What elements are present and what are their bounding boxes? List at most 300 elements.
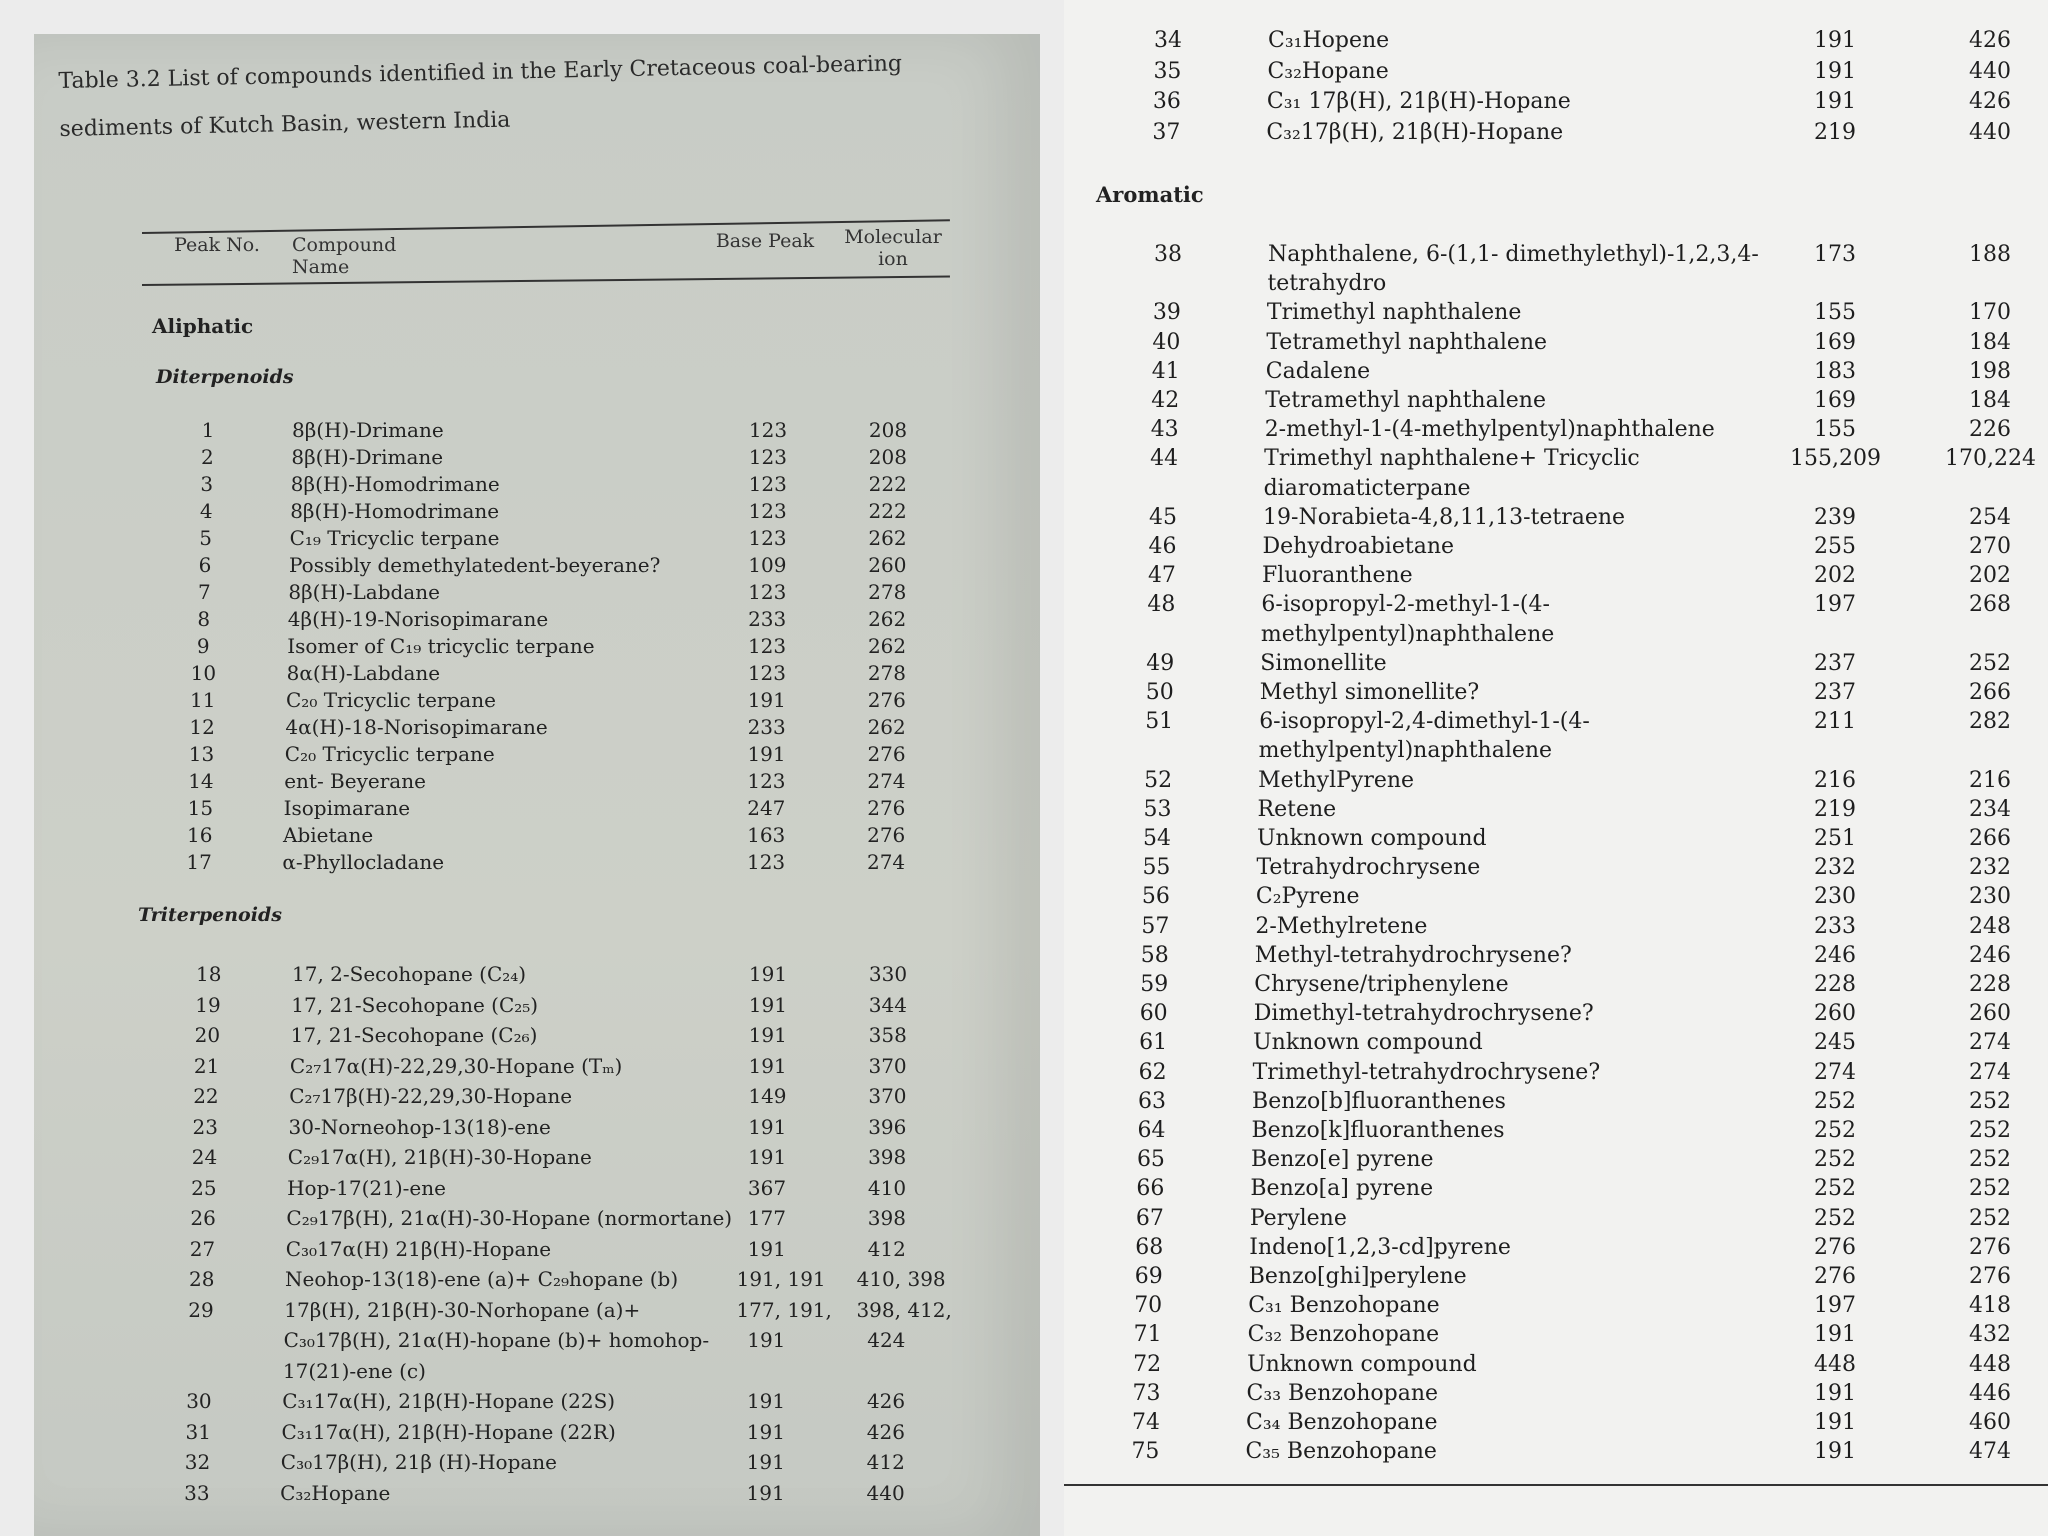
table-row — [0, 472, 1040, 499]
compound-name-cell: 8β(H)-Homodrimane — [290, 499, 500, 523]
right-page — [1064, 0, 2048, 1536]
compound-name-cell: Tetramethyl naphthalene — [1265, 388, 1546, 413]
peak-no-cell: 68 — [1135, 1234, 1164, 1260]
molecular-ion-cell: 252 — [1969, 1205, 2011, 1231]
compound-name-cell: Neohop-13(18)-ene (a)+ C₂₉hopane (b) — [285, 1267, 679, 1291]
molecular-ion-cell: 278 — [868, 580, 907, 604]
molecular-ion-cell: 474 — [1969, 1439, 2011, 1465]
compound-name-cell: Benzo[e] pyrene — [1250, 1147, 1434, 1173]
molecular-ion-cell: 252 — [1969, 1088, 2011, 1114]
table-row — [0, 445, 1040, 472]
base-peak-cell: 169 — [1814, 388, 1856, 413]
molecular-ion-cell: 252 — [1969, 650, 2011, 676]
base-peak-cell: 191 — [747, 742, 786, 766]
molecular-ion-cell: 198 — [1969, 358, 2011, 384]
table-row — [0, 1328, 1040, 1355]
molecular-ion-cell: 410, 398 — [856, 1267, 946, 1291]
molecular-ion-cell: 222 — [868, 499, 907, 523]
peak-no-cell: 12 — [189, 715, 215, 739]
molecular-ion-cell: 234 — [1969, 796, 2011, 822]
compound-name-cell: diaromaticterpane — [1263, 475, 1471, 501]
molecular-ion-cell: 276 — [1969, 1264, 2011, 1289]
section-triterpenoids: Triterpenoids — [138, 904, 282, 926]
molecular-ion-cell: 188 — [1969, 242, 2011, 267]
base-peak-cell: 276 — [1814, 1234, 1856, 1260]
peak-no-cell: 8 — [197, 607, 211, 631]
base-peak-cell: 191 — [748, 1114, 787, 1139]
base-peak-cell: 191 — [746, 1389, 786, 1413]
molecular-ion-cell: 202 — [1969, 563, 2011, 589]
table-caption: Table 3.2 List of compounds identified in the Early Cretaceous coal-bearing sediments of Kutch Basin, western India — [58, 51, 903, 142]
col-base-peak: Base Peak — [715, 230, 815, 252]
molecular-ion-cell: 274 — [867, 769, 906, 793]
peak-no-cell: 75 — [1131, 1439, 1160, 1465]
peak-no-cell: 52 — [1144, 767, 1173, 793]
compound-name-cell: Fluoranthene — [1261, 563, 1413, 589]
compound-name-cell: 6-isopropyl-2,4-dimethyl-1-(4- — [1259, 709, 1590, 735]
base-peak-cell: 230 — [1814, 884, 1856, 910]
table-row — [0, 580, 1040, 607]
base-peak-cell: 191 — [746, 1480, 785, 1505]
peak-no-cell: 61 — [1139, 1030, 1168, 1056]
molecular-ion-cell: 440 — [1969, 58, 2011, 84]
peak-no-cell: 24 — [191, 1145, 218, 1169]
molecular-ion-cell: 274 — [1969, 1059, 2011, 1085]
base-peak-cell: 191 — [1814, 1410, 1856, 1435]
compound-name-cell: 17, 2-Secohopane (C₂₄) — [292, 962, 527, 986]
peak-no-cell: 44 — [1150, 446, 1179, 472]
peak-no-cell: 45 — [1149, 504, 1178, 530]
compound-name-cell: methylpentyl)naphthalene — [1260, 621, 1555, 647]
peak-no-cell: 50 — [1145, 680, 1174, 705]
molecular-ion-cell: 270 — [1969, 534, 2011, 559]
compound-name-cell: Benzo[k]fluoranthenes — [1251, 1118, 1505, 1143]
compound-name-cell: 8β(H)-Labdane — [288, 580, 440, 604]
base-peak-cell: 247 — [747, 796, 786, 820]
table-row — [0, 1267, 1040, 1294]
peak-no-cell: 47 — [1147, 563, 1176, 589]
compound-name-cell: Methyl-tetrahydrochrysene? — [1254, 942, 1572, 968]
table-row — [0, 1054, 1040, 1081]
peak-no-cell: 36 — [1152, 89, 1181, 114]
compound-name-cell: C₃₂17β(H), 21β(H)-Hopane — [1266, 119, 1564, 145]
peak-no-cell: 55 — [1142, 855, 1171, 881]
compound-name-cell: C₃₃ Benzohopane — [1246, 1380, 1439, 1406]
molecular-ion-cell: 266 — [1969, 680, 2011, 705]
compound-name-cell: Tetramethyl naphthalene — [1266, 329, 1548, 355]
compound-name-cell: C₃₀17β(H), 21α(H)-hopane (b)+ homohop- — [283, 1328, 710, 1352]
base-peak-cell: 237 — [1814, 680, 1856, 705]
table-bottom-rule — [1064, 1484, 2048, 1486]
molecular-ion-cell: 226 — [1969, 417, 2011, 443]
base-peak-cell: 245 — [1814, 1030, 1856, 1056]
compound-name-cell: Retene — [1257, 796, 1337, 822]
molecular-ion-cell: 254 — [1969, 504, 2011, 530]
peak-no-cell: 46 — [1148, 534, 1177, 559]
molecular-ion-cell: 208 — [868, 418, 908, 442]
base-peak-cell: 191 — [1814, 28, 1856, 53]
compound-name-cell: C₂₀ Tricyclic terpane — [286, 688, 496, 712]
peak-no-cell: 53 — [1143, 796, 1172, 822]
peak-no-cell: 21 — [193, 1053, 220, 1078]
peak-no-cell: 39 — [1152, 300, 1181, 326]
peak-no-cell: 49 — [1146, 650, 1175, 676]
base-peak-cell: 233 — [1814, 913, 1856, 939]
compound-name-cell: Unknown compound — [1253, 1030, 1483, 1056]
molecular-ion-cell: 252 — [1969, 1176, 2011, 1202]
peak-no-cell: 20 — [194, 1023, 221, 1047]
molecular-ion-cell: 276 — [867, 742, 906, 766]
table-row — [0, 418, 1040, 445]
compound-name-cell: C₃₁Hopene — [1268, 28, 1390, 53]
peak-no-cell: 64 — [1137, 1118, 1166, 1143]
base-peak-cell: 123 — [746, 850, 786, 874]
peak-no-cell: 62 — [1138, 1059, 1167, 1085]
table-row — [0, 607, 1040, 634]
molecular-ion-cell: 370 — [868, 1084, 907, 1108]
table-row — [0, 1145, 1040, 1172]
table-row — [0, 993, 1040, 1020]
base-peak-cell: 123 — [748, 445, 787, 469]
base-peak-cell: 191 — [748, 962, 788, 986]
molecular-ion-cell: 396 — [868, 1114, 907, 1139]
peak-no-cell: 4 — [199, 499, 213, 523]
peak-no-cell: 41 — [1151, 358, 1180, 384]
compound-name-cell: Isopimarane — [283, 796, 411, 820]
table-row — [0, 634, 1040, 661]
compound-name-cell: Benzo[ghi]perylene — [1248, 1264, 1467, 1289]
molecular-ion-cell: 418 — [1969, 1293, 2011, 1319]
compound-name-cell: Chrysene/triphenylene — [1254, 972, 1509, 997]
compound-name-cell: C₃₁ 17β(H), 21β(H)-Hopane — [1266, 89, 1571, 114]
peak-no-cell: 14 — [188, 769, 214, 793]
base-peak-cell: 233 — [747, 715, 786, 739]
peak-no-cell: 2 — [201, 445, 214, 469]
compound-name-cell: 8α(H)-Labdane — [286, 661, 441, 685]
compound-name-cell: Tetrahydrochrysene — [1256, 855, 1481, 881]
compound-name-cell: Dehydroabietane — [1262, 534, 1455, 559]
compound-name-cell: Possibly demethylatedent-beyerane? — [289, 553, 661, 577]
base-peak-cell: 252 — [1814, 1205, 1856, 1231]
base-peak-cell: 216 — [1814, 767, 1856, 793]
compound-name-cell: 8β(H)-Homodrimane — [290, 472, 500, 496]
peak-no-cell: 16 — [187, 823, 213, 847]
peak-no-cell: 18 — [196, 962, 222, 986]
peak-no-cell: 42 — [1151, 388, 1180, 413]
compound-name-cell: C₁₉ Tricyclic terpane — [289, 526, 500, 550]
base-peak-cell: 123 — [748, 580, 787, 604]
base-peak-cell: 211 — [1814, 709, 1856, 735]
section-diterpenoids: Diterpenoids — [156, 366, 294, 388]
table-row — [0, 1420, 1040, 1447]
base-peak-cell: 191, 191 — [736, 1267, 826, 1291]
compound-name-cell: 19-Norabieta-4,8,11,13-tetraene — [1263, 504, 1626, 530]
base-peak-cell: 191 — [1814, 1380, 1856, 1406]
base-peak-cell: 191 — [747, 688, 786, 712]
compound-name-cell: C₂₉17α(H), 21β(H)-30-Hopane — [287, 1145, 592, 1169]
molecular-ion-cell: 410 — [867, 1175, 907, 1200]
compound-name-cell: 8β(H)-Drimane — [292, 418, 444, 442]
peak-no-cell: 15 — [187, 796, 214, 820]
table-row — [0, 1206, 1040, 1233]
peak-no-cell: 69 — [1134, 1264, 1163, 1289]
molecular-ion-cell: 370 — [868, 1053, 907, 1078]
compound-name-cell: C₃₂Hopane — [280, 1480, 391, 1505]
compound-name-cell: 17, 21-Secohopane (C₂₅) — [291, 992, 539, 1017]
molecular-ion-cell: 432 — [1969, 1322, 2011, 1348]
compound-name-cell: methylpentyl)naphthalene — [1258, 738, 1553, 764]
base-peak-cell: 123 — [748, 418, 788, 442]
compound-name-cell: Isomer of C₁₉ tricyclic terpane — [287, 634, 595, 658]
compound-name-cell: 30-Norneohop-13(18)-ene — [288, 1114, 551, 1139]
table-row — [0, 553, 1040, 580]
molecular-ion-cell: 330 — [868, 962, 908, 986]
compound-name-cell: Abietane — [283, 823, 374, 847]
molecular-ion-cell: 184 — [1969, 329, 2011, 355]
table-row — [0, 1389, 1040, 1416]
molecular-ion-cell: 252 — [1969, 1118, 2011, 1143]
section-aliphatic: Aliphatic — [152, 314, 254, 338]
molecular-ion-cell: 440 — [1969, 119, 2011, 145]
peak-no-cell: 54 — [1143, 826, 1171, 851]
base-peak-cell: 123 — [747, 634, 787, 658]
molecular-ion-cell: 262 — [867, 715, 906, 739]
molecular-ion-cell: 260 — [1969, 1001, 2011, 1027]
table-row — [0, 661, 1040, 688]
molecular-ion-cell: 282 — [1969, 709, 2011, 735]
base-peak-cell: 202 — [1814, 563, 1856, 589]
compound-name-cell: C₂₇17β(H)-22,29,30-Hopane — [289, 1084, 573, 1108]
compound-name-cell: Trimethyl naphthalene+ Tricyclic — [1264, 446, 1640, 472]
peak-no-cell: 33 — [184, 1480, 210, 1505]
base-peak-cell: 123 — [747, 661, 786, 685]
compound-name-cell: ent- Beyerane — [284, 769, 426, 793]
peak-no-cell: 30 — [186, 1389, 212, 1413]
peak-no-cell: 37 — [1152, 119, 1181, 145]
compound-name-cell: 6-isopropyl-2-methyl-1-(4- — [1261, 592, 1550, 618]
base-peak-cell: 191 — [1814, 58, 1856, 84]
peak-no-cell: 27 — [189, 1236, 216, 1261]
peak-no-cell: 73 — [1132, 1380, 1161, 1406]
molecular-ion-cell: 398 — [868, 1145, 907, 1169]
base-peak-cell: 183 — [1814, 358, 1856, 384]
base-peak-cell: 149 — [748, 1084, 787, 1108]
peak-no-cell: 13 — [188, 742, 215, 766]
base-peak-cell: 260 — [1814, 1001, 1856, 1027]
compound-name-cell: tetrahydro — [1267, 271, 1387, 297]
base-peak-cell: 219 — [1814, 119, 1856, 145]
peak-no-cell: 11 — [190, 688, 216, 712]
molecular-ion-cell: 232 — [1969, 855, 2011, 881]
base-peak-cell: 169 — [1814, 329, 1856, 355]
molecular-ion-cell: 278 — [867, 661, 906, 685]
peak-no-cell: 28 — [189, 1267, 215, 1291]
compound-name-cell: Indeno[1,2,3-cd]pyrene — [1249, 1234, 1511, 1260]
peak-no-cell: 5 — [199, 526, 212, 550]
base-peak-cell: 191 — [1814, 89, 1856, 114]
molecular-ion-cell: 170 — [1969, 300, 2011, 326]
molecular-ion-cell: 276 — [1969, 1234, 2011, 1260]
compound-name-cell: Benzo[b]fluoranthenes — [1252, 1088, 1506, 1114]
table-row — [0, 1298, 1040, 1325]
molecular-ion-cell: 276 — [867, 796, 906, 820]
molecular-ion-cell: 230 — [1969, 884, 2011, 910]
compound-name-cell: 2-methyl-1-(4-methylpentyl)naphthalene — [1264, 417, 1715, 443]
base-peak-cell: 237 — [1814, 650, 1856, 676]
table-row — [0, 499, 1040, 526]
compound-name-cell: C₂₉17β(H), 21α(H)-30-Hopane (normortane) — [286, 1206, 733, 1230]
section-aromatic: Aromatic — [1096, 182, 1204, 207]
peak-no-cell: 25 — [191, 1175, 217, 1200]
base-peak-cell: 163 — [747, 823, 786, 847]
molecular-ion-cell: 426 — [1969, 28, 2011, 53]
peak-no-cell: 7 — [198, 580, 211, 604]
molecular-ion-cell: 274 — [1969, 1030, 2011, 1056]
base-peak-cell: 233 — [748, 607, 787, 631]
peak-no-cell: 23 — [192, 1114, 218, 1139]
peak-no-cell: 63 — [1138, 1088, 1167, 1114]
peak-no-cell: 74 — [1132, 1410, 1160, 1435]
base-peak-cell: 191 — [747, 1328, 786, 1352]
base-peak-cell: 239 — [1814, 504, 1856, 530]
base-peak-cell: 252 — [1814, 1176, 1856, 1202]
molecular-ion-cell: 184 — [1969, 388, 2011, 413]
peak-no-cell: 1 — [201, 418, 215, 442]
base-peak-cell: 173 — [1814, 242, 1856, 267]
compound-name-cell: 17(21)-ene (c) — [282, 1358, 426, 1383]
compound-name-cell: C₂₇17α(H)-22,29,30-Hopane (Tₘ) — [289, 1053, 623, 1078]
table-row — [0, 1084, 1040, 1111]
table-row — [0, 796, 1040, 823]
molecular-ion-cell: 276 — [867, 688, 906, 712]
compound-name-cell: 17β(H), 21β(H)-30-Norhopane (a)+ — [284, 1297, 641, 1322]
peak-no-cell: 3 — [200, 472, 214, 496]
base-peak-cell: 191 — [747, 1236, 786, 1261]
molecular-ion-cell: 398 — [867, 1206, 906, 1230]
compound-name-cell: Unknown compound — [1247, 1351, 1477, 1377]
compound-name-cell: 4α(H)-18-Norisopimarane — [285, 715, 548, 739]
base-peak-cell: 123 — [748, 526, 787, 550]
base-peak-cell: 232 — [1814, 855, 1856, 881]
base-peak-cell: 191 — [748, 992, 787, 1017]
compound-name-cell: C₃₀17β(H), 21β (H)-Hopane — [280, 1450, 558, 1474]
base-peak-cell: 448 — [1814, 1351, 1856, 1377]
molecular-ion-cell: 448 — [1969, 1351, 2011, 1377]
molecular-ion-cell: 344 — [868, 992, 907, 1017]
peak-no-cell: 58 — [1140, 942, 1169, 968]
table-row — [0, 688, 1040, 715]
compound-name-cell: Naphthalene, 6-(1,1- dimethylethyl)-1,2,3,4- — [1268, 242, 1759, 267]
table-row — [0, 1450, 1040, 1477]
molecular-ion-cell: 426 — [866, 1419, 905, 1444]
peak-no-cell: 67 — [1135, 1205, 1164, 1231]
molecular-ion-cell: 262 — [867, 634, 907, 658]
col-compound-name: Compound Name — [292, 234, 397, 278]
table-row — [0, 769, 1040, 796]
table-row — [0, 1115, 1040, 1142]
base-peak-cell: 252 — [1814, 1088, 1856, 1114]
peak-no-cell: 66 — [1136, 1176, 1165, 1202]
peak-no-cell: 29 — [188, 1297, 214, 1322]
table-row — [0, 715, 1040, 742]
compound-name-cell: C₃₀17α(H) 21β(H)-Hopane — [285, 1236, 552, 1261]
molecular-ion-cell: 412 — [867, 1236, 906, 1261]
compound-name-cell: C₃₁17α(H), 21β(H)-Hopane (22R) — [281, 1419, 616, 1444]
molecular-ion-cell: 358 — [868, 1023, 907, 1047]
table-row — [0, 823, 1040, 850]
base-peak-cell: 367 — [747, 1175, 787, 1200]
base-peak-cell: 177, 191, — [736, 1297, 832, 1322]
molecular-ion-cell: 170,224 — [1945, 446, 2036, 472]
molecular-ion-cell: 222 — [868, 472, 907, 496]
molecular-ion-cell: 426 — [866, 1389, 906, 1413]
base-peak-cell: 155 — [1814, 300, 1856, 326]
molecular-ion-cell: 424 — [867, 1328, 906, 1352]
base-peak-cell: 123 — [748, 499, 787, 523]
compound-name-cell: C₃₄ Benzohopane — [1246, 1410, 1438, 1435]
molecular-ion-cell: 252 — [1969, 1147, 2011, 1173]
molecular-ion-cell: 426 — [1969, 89, 2011, 114]
base-peak-cell: 155 — [1814, 417, 1856, 443]
peak-no-cell: 43 — [1150, 417, 1179, 443]
base-peak-cell: 197 — [1814, 592, 1856, 618]
table-row — [0, 1237, 1040, 1264]
molecular-ion-cell: 208 — [868, 445, 907, 469]
molecular-ion-cell: 268 — [1969, 592, 2011, 618]
base-peak-cell: 123 — [747, 769, 786, 793]
compound-name-cell: C₃₁ Benzohopane — [1248, 1293, 1440, 1319]
base-peak-cell: 252 — [1814, 1118, 1856, 1143]
compound-name-cell: Trimethyl naphthalene — [1266, 300, 1522, 326]
compound-name-cell: 17, 21-Secohopane (C₂₆) — [290, 1023, 538, 1047]
base-peak-cell: 219 — [1814, 796, 1856, 822]
molecular-ion-cell: 262 — [868, 526, 907, 550]
base-peak-cell: 109 — [748, 553, 787, 577]
compound-name-cell: α-Phyllocladane — [282, 850, 445, 874]
molecular-ion-cell: 266 — [1969, 826, 2011, 851]
compound-name-cell: 2-Methylretene — [1255, 913, 1428, 939]
peak-no-cell: 40 — [1152, 329, 1181, 355]
table-row — [0, 1359, 1040, 1386]
molecular-ion-cell: 274 — [866, 850, 906, 874]
compound-name-cell: Benzo[a] pyrene — [1250, 1176, 1434, 1202]
molecular-ion-cell: 228 — [1969, 972, 2011, 997]
molecular-ion-cell: 216 — [1969, 767, 2011, 793]
molecular-ion-cell: 412 — [866, 1450, 905, 1474]
molecular-ion-cell: 246 — [1969, 942, 2011, 968]
compound-name-cell: Unknown compound — [1257, 826, 1487, 851]
compound-name-cell: Dimethyl-tetrahydrochrysene? — [1253, 1001, 1594, 1027]
peak-no-cell: 60 — [1139, 1001, 1168, 1027]
compound-name-cell: C₂₀ Tricyclic terpane — [284, 742, 495, 766]
table-row — [0, 962, 1040, 989]
base-peak-cell: 252 — [1814, 1147, 1856, 1173]
peak-no-cell: 35 — [1153, 58, 1182, 84]
compound-name-cell: C₃₂ Benzohopane — [1247, 1322, 1440, 1348]
peak-no-cell: 10 — [190, 661, 217, 685]
base-peak-cell: 191 — [746, 1419, 785, 1444]
peak-no-cell: 72 — [1133, 1351, 1162, 1377]
compound-name-cell: Simonellite — [1260, 650, 1387, 676]
compound-name-cell: C₃₂Hopane — [1267, 58, 1389, 84]
molecular-ion-cell: 398, 412, — [856, 1297, 952, 1322]
peak-no-cell: 38 — [1154, 242, 1182, 267]
base-peak-cell: 191 — [746, 1450, 785, 1474]
peak-no-cell: 48 — [1147, 592, 1176, 618]
peak-no-cell: 17 — [186, 850, 212, 874]
peak-no-cell: 31 — [185, 1419, 211, 1444]
peak-no-cell: 19 — [195, 992, 221, 1017]
